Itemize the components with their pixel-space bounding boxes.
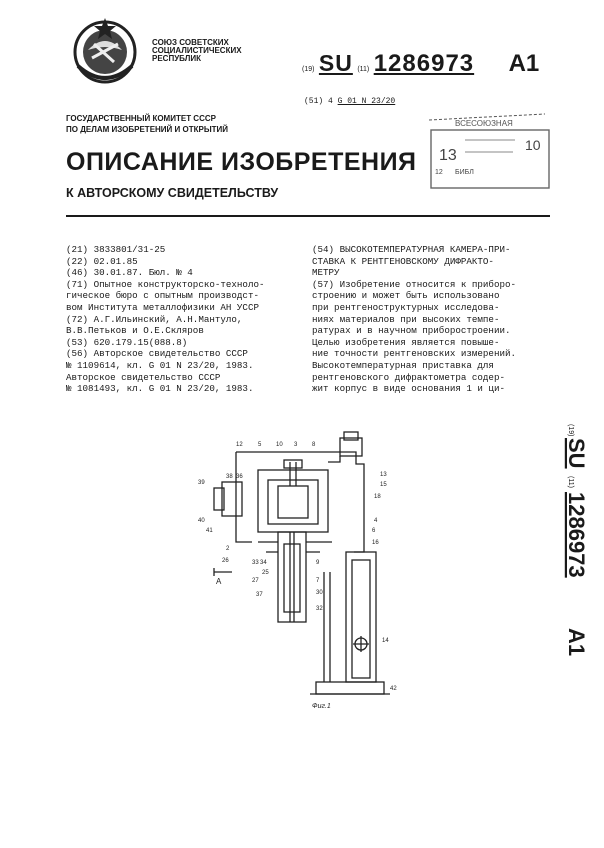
state-line: РЕСПУБЛИК	[152, 54, 201, 63]
stamp-top-text: ВСЕСОЮЗНАЯ	[455, 119, 513, 128]
ipc-classification	[304, 97, 395, 106]
abstract	[312, 244, 544, 395]
committee-line: ПО ДЕЛАМ ИЗОБРЕТЕНИЙ И ОТКРЫТИЙ	[66, 125, 229, 134]
fig-label: 39	[198, 480, 205, 486]
bib-line: (46) 30.01.87. Бюл. № 4	[66, 267, 193, 279]
ipc-code: (51) 4	[304, 97, 333, 106]
side-number: 1286973	[564, 492, 589, 578]
fig-label: 4	[374, 518, 378, 524]
committee-name	[66, 113, 228, 135]
section-mark: А	[216, 577, 222, 586]
fig-label: 38	[226, 474, 233, 480]
fig-label: 16	[372, 540, 379, 546]
patent-number-line	[302, 50, 539, 80]
fig-label: 8	[312, 442, 316, 448]
bib-line: Авторское свидетельство СССР	[66, 371, 221, 383]
abstract-line: строению и может быть использовано	[312, 290, 500, 302]
fig-label: 37	[256, 592, 263, 598]
state-line: СОЮЗ СОВЕТСКИХ	[152, 38, 229, 47]
side-code-11: (11)	[567, 476, 574, 488]
fig-label: 15	[380, 482, 387, 488]
stamp-number-right: 10	[525, 137, 541, 153]
bib-line: (22) 02.01.85	[66, 255, 138, 267]
fig-label: 10	[276, 442, 283, 448]
fig-label: 5	[258, 442, 262, 448]
stamp-line-2: 12	[435, 169, 443, 176]
abstract-line: МЕТРУ	[312, 267, 340, 279]
abstract-line: ние точности рентгеновских измерений.	[312, 348, 516, 360]
fig-label: 33	[252, 560, 259, 566]
state-name	[152, 39, 242, 63]
bib-line: (56) Авторское свидетельство СССР	[66, 348, 248, 360]
bib-line: гическое бюро с опытным производст-	[66, 290, 259, 302]
fig-label: 2	[226, 546, 230, 552]
bib-line: (72) А.Г.Ильинский, А.Н.Мантуло,	[66, 313, 243, 325]
stamp-line-3: БИБЛ	[455, 169, 474, 176]
abstract-line: (57) Изобретение относится к приборо-	[312, 278, 516, 290]
fig-label: 18	[374, 494, 381, 500]
abstract-line: жит корпус в виде основания 1 и ци-	[312, 383, 505, 395]
fig-label: 27	[252, 578, 259, 584]
fig-label: 36	[236, 474, 243, 480]
figure-caption: Фиг.1	[312, 703, 331, 710]
committee-line: ГОСУДАРСТВЕННЫЙ КОМИТЕТ СССР	[66, 114, 216, 123]
bib-line: В.В.Петьков и О.Е.Скляров	[66, 325, 204, 337]
ipc-value: G 01 N 23/20	[337, 97, 396, 106]
fig-label: 3	[294, 442, 298, 448]
patent-number: 1286973	[373, 50, 475, 77]
abstract-line: при рентгеноструктурных исследова-	[312, 301, 500, 313]
fig-label: 40	[198, 518, 205, 524]
abstract-line: (54) ВЫСОКОТЕМПЕРАТУРНАЯ КАМЕРА-ПРИ-	[312, 244, 511, 255]
fig-label: 30	[316, 590, 323, 596]
code-11: (11)	[357, 66, 370, 73]
abstract-line: Высокотемпературная приставка для	[312, 359, 494, 371]
fig-label: 6	[372, 528, 376, 534]
fig-label: 9	[316, 560, 320, 566]
divider	[66, 215, 550, 217]
bib-line: № 1081493, кл. G 01 N 23/20, 1983.	[66, 383, 254, 395]
abstract-line: СТАВКА К РЕНТГЕНОВСКОМУ ДИФРАКТО-	[312, 255, 494, 267]
bib-line: (71) Опытное конструкторско-техноло-	[66, 278, 265, 290]
fig-label: 13	[380, 472, 387, 478]
fig-label: 41	[206, 528, 213, 534]
abstract-line: рентгеновского дифрактометра содер-	[312, 371, 505, 383]
side-patent-number	[517, 408, 589, 668]
fig-label: 12	[236, 442, 243, 448]
side-code-19: (19)	[567, 424, 574, 437]
technical-drawing	[196, 432, 408, 712]
bib-line: № 1109614, кл. G 01 N 23/20, 1983.	[66, 359, 254, 371]
fig-label: 14	[382, 638, 389, 644]
stamp-number-left: 13	[439, 147, 457, 164]
fig-label: 34	[260, 560, 267, 566]
code-19: (19)	[302, 66, 315, 73]
abstract-line: ниях материалов при высоких темпе-	[312, 313, 500, 325]
abstract-line: ратурах и в научном приборостроении.	[312, 325, 511, 337]
state-line: СОЦИАЛИСТИЧЕСКИХ	[152, 46, 242, 55]
fig-label: 25	[262, 570, 269, 576]
side-kind: A1	[564, 628, 589, 657]
bib-line: (53) 620.179.15(088.8)	[66, 336, 188, 348]
country-code: SU	[318, 50, 353, 76]
fig-label: 7	[316, 578, 320, 584]
bibliography	[66, 244, 310, 395]
ussr-emblem-icon	[68, 14, 142, 86]
fig-label: 26	[222, 558, 229, 564]
fig-label: 42	[390, 686, 397, 692]
document-title: ОПИСАНИЕ ИЗОБРЕТЕНИЯ	[66, 148, 417, 176]
abstract-line: Целью изобретения является повыше-	[312, 336, 500, 348]
bib-line: (21) 3833801/31-25	[66, 244, 166, 255]
kind-code: A1	[508, 50, 540, 77]
document-subtitle: К АВТОРСКОМУ СВИДЕТЕЛЬСТВУ	[66, 186, 279, 200]
library-stamp	[425, 112, 553, 192]
side-country: SU	[564, 438, 589, 469]
fig-label: 32	[316, 606, 323, 612]
bib-line: вом Института металлофизики АН УССР	[66, 301, 259, 313]
